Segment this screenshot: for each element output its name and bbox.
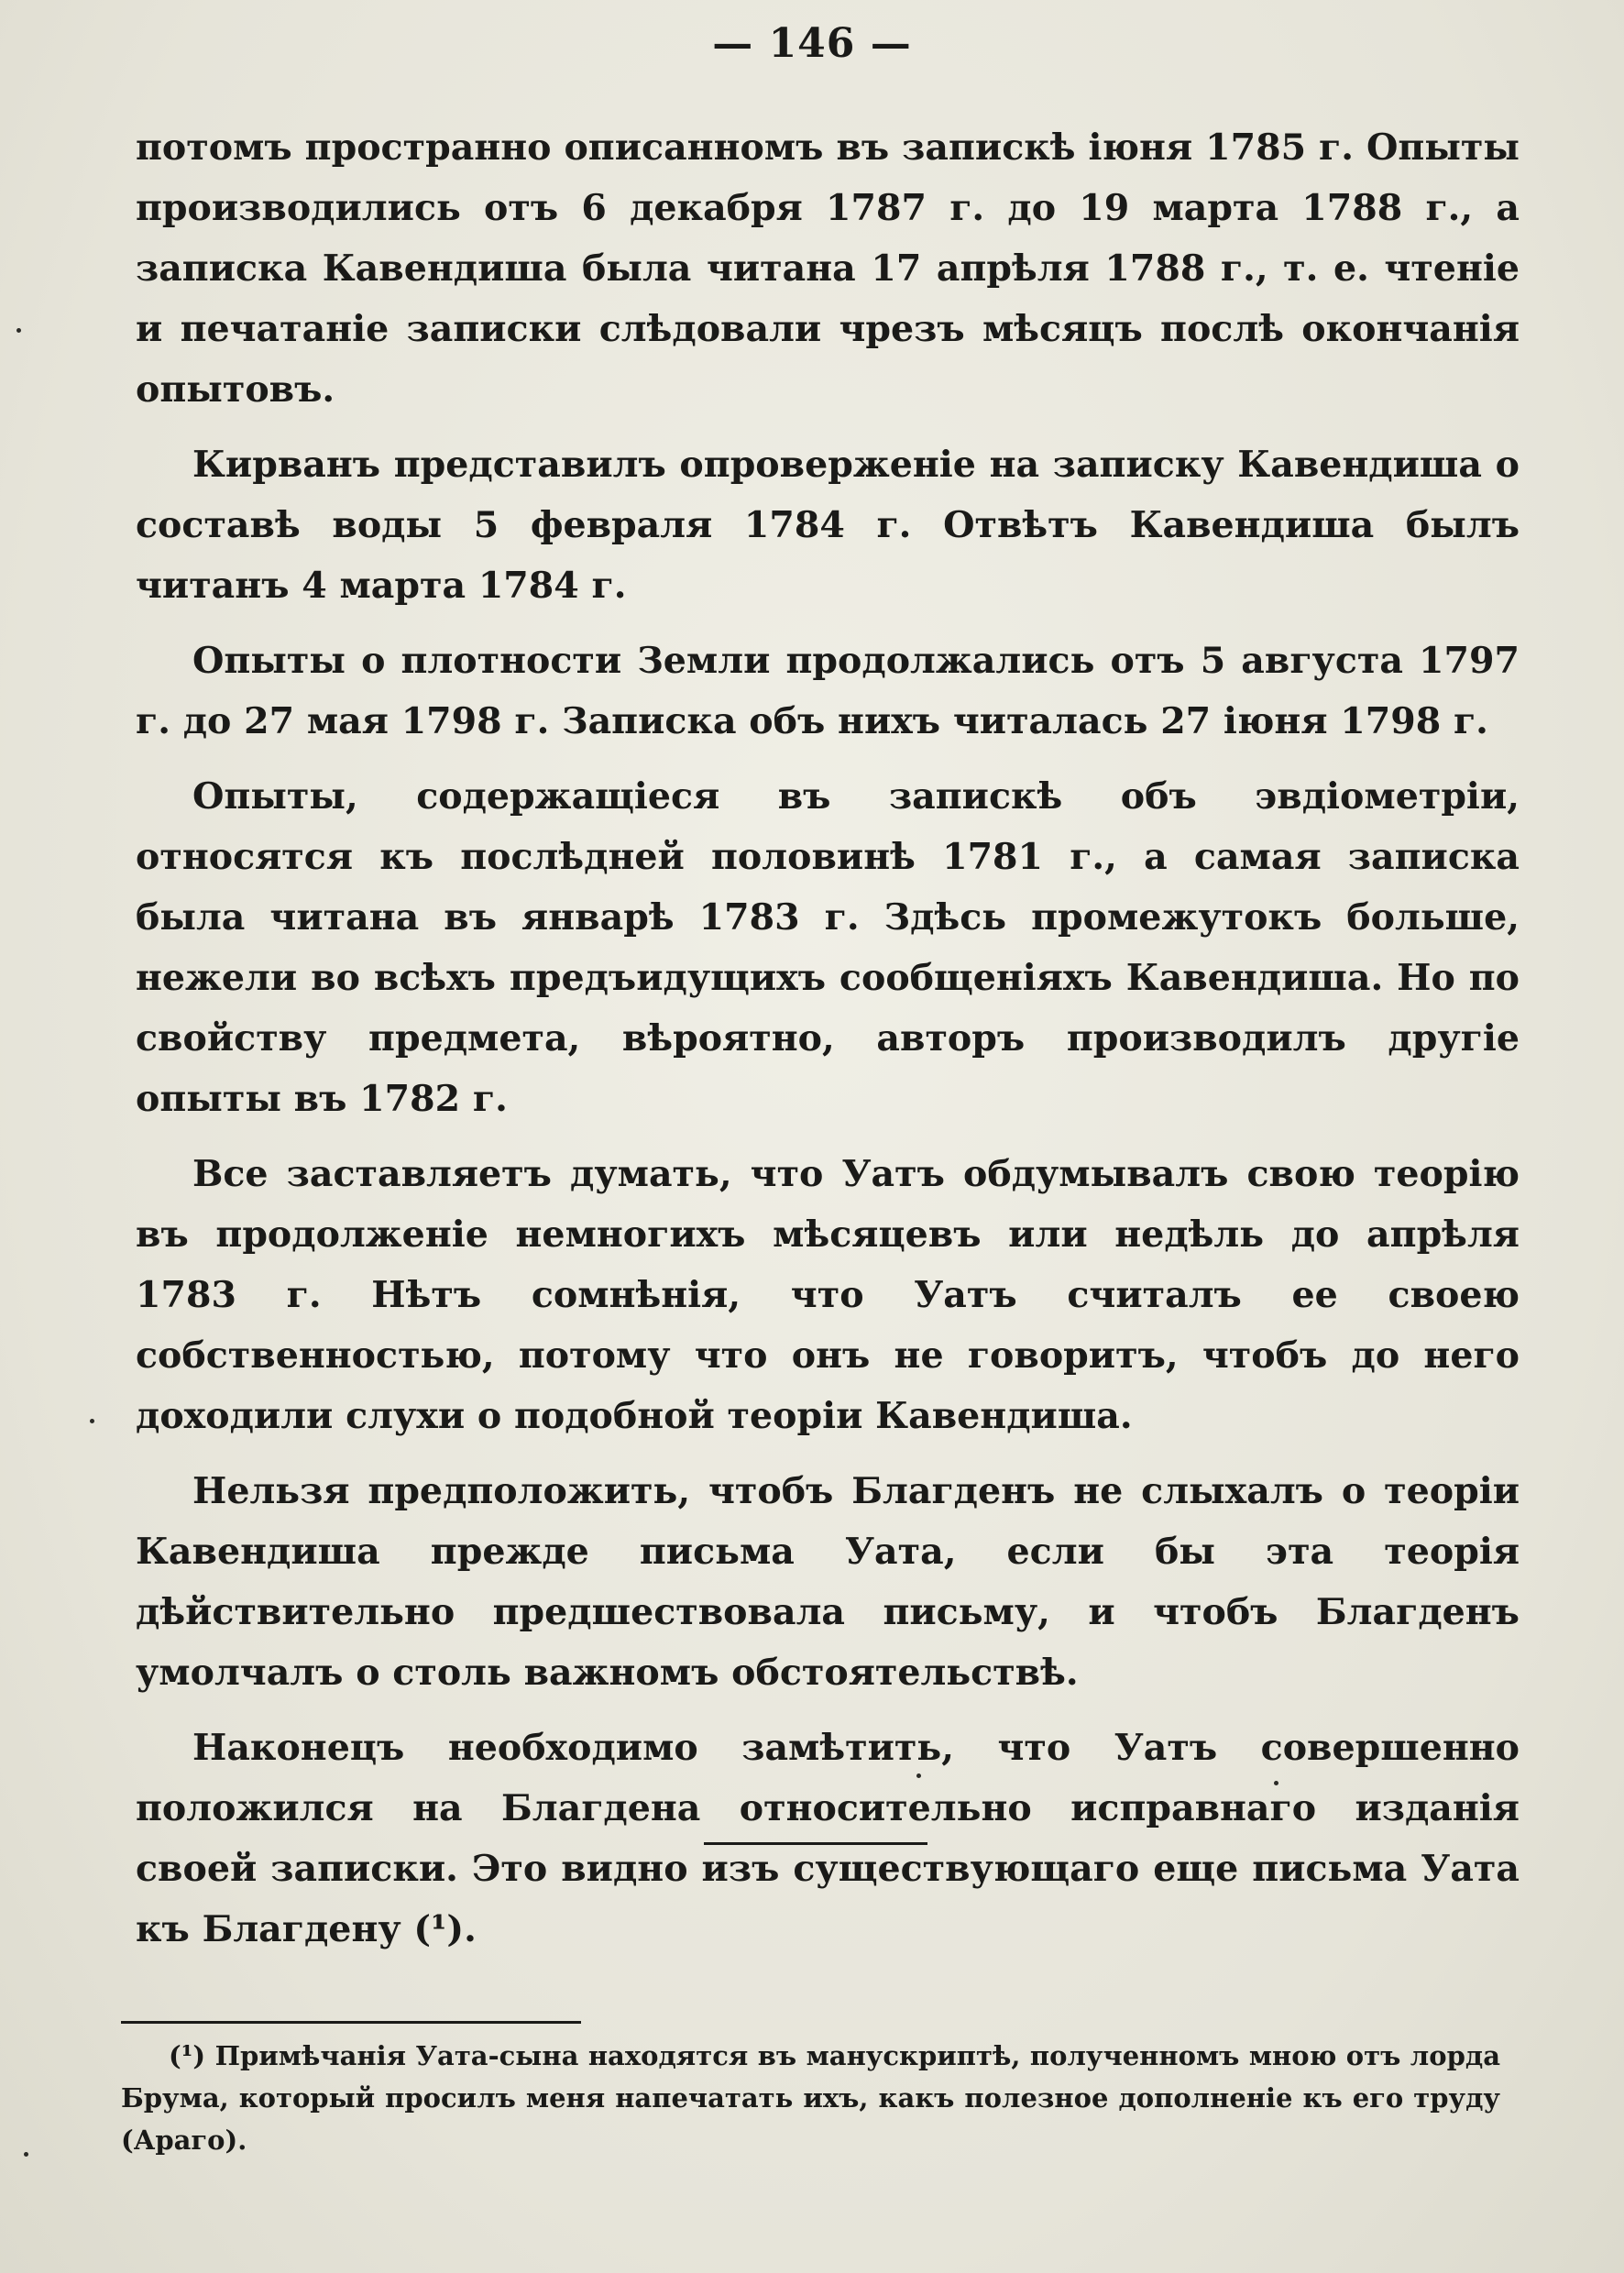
paper-speck: [90, 1419, 94, 1423]
paper-speck: [24, 2152, 28, 2157]
footnote: (¹) Примѣчанія Уата-сына находятся въ манускриптѣ, полученномъ мною отъ лорда Брума, который просилъ меня напечатать ихъ, какъ полезное дополненіе къ его труду (Араго).: [121, 2040, 1500, 2156]
page-number: — 146 —: [712, 20, 912, 67]
paper-speck: [916, 1773, 921, 1778]
paragraph: потомъ пространно описанномъ въ запискѣ іюня 1785 г. Опыты производились отъ 6 декабря 1787 г. до 19 марта 1788 г., а записка Кавендиша была читана 17 апрѣля 1788 г., т. е. чтеніе и печатаніе записки слѣдовали чрезъ мѣсяцъ послѣ окончанія опытовъ.: [136, 126, 1520, 411]
paragraph: Кирванъ представилъ опроверженіе на записку Кавендиша о составѣ воды 5 февраля 1784 г. Отвѣтъ Кавендиша былъ читанъ 4 марта 1784 г.: [136, 444, 1520, 607]
paper-speck: [1274, 1781, 1278, 1785]
paragraph: Наконецъ необходимо замѣтить, что Уатъ совершенно положился на Благдена относительно исправнаго изданія своей записки. Это видно изъ существующаго еще письма Уата къ Благдену (¹).: [136, 1727, 1520, 1950]
paragraph: Все заставляетъ думать, что Уатъ обдумывалъ свою теорію въ продолженіе немногихъ мѣсяцевъ или недѣль до апрѣля 1783 г. Нѣтъ сомнѣнія, что Уатъ считалъ ее своею собственностью, потому что онъ не говоритъ, чтобъ до него доходили слухи о подобной теоріи Кавендиша.: [136, 1153, 1520, 1437]
paragraph: Опыты о плотности Земли продолжались отъ 5 августа 1797 г. до 27 мая 1798 г. Записка объ нихъ читалась 27 іюня 1798 г.: [136, 640, 1520, 742]
section-separator: [704, 1842, 927, 1845]
body-text: [136, 117, 1520, 1974]
paragraph: Опыты, содержащіеся въ запискѣ объ эвдіометріи, относятся къ послѣдней половинѣ 1781 г., а самая записка была читана въ январѣ 1783 г. Здѣсь промежутокъ больше, нежели во всѣхъ предъидущихъ сообщеніяхъ Кавендиша. Но по свойству предмета, вѣроятно, авторъ производилъ другіе опыты въ 1782 г.: [136, 775, 1520, 1120]
footnote-rule: [121, 2021, 581, 2024]
paper-speck: [16, 328, 21, 333]
paragraph: Нельзя предположить, чтобъ Благденъ не слыхалъ о теоріи Кавендиша прежде письма Уата, если бы эта теорія дѣйствительно предшествовала письму, и чтобъ Благденъ умолчалъ о столь важномъ обстоятельствѣ.: [136, 1470, 1520, 1694]
